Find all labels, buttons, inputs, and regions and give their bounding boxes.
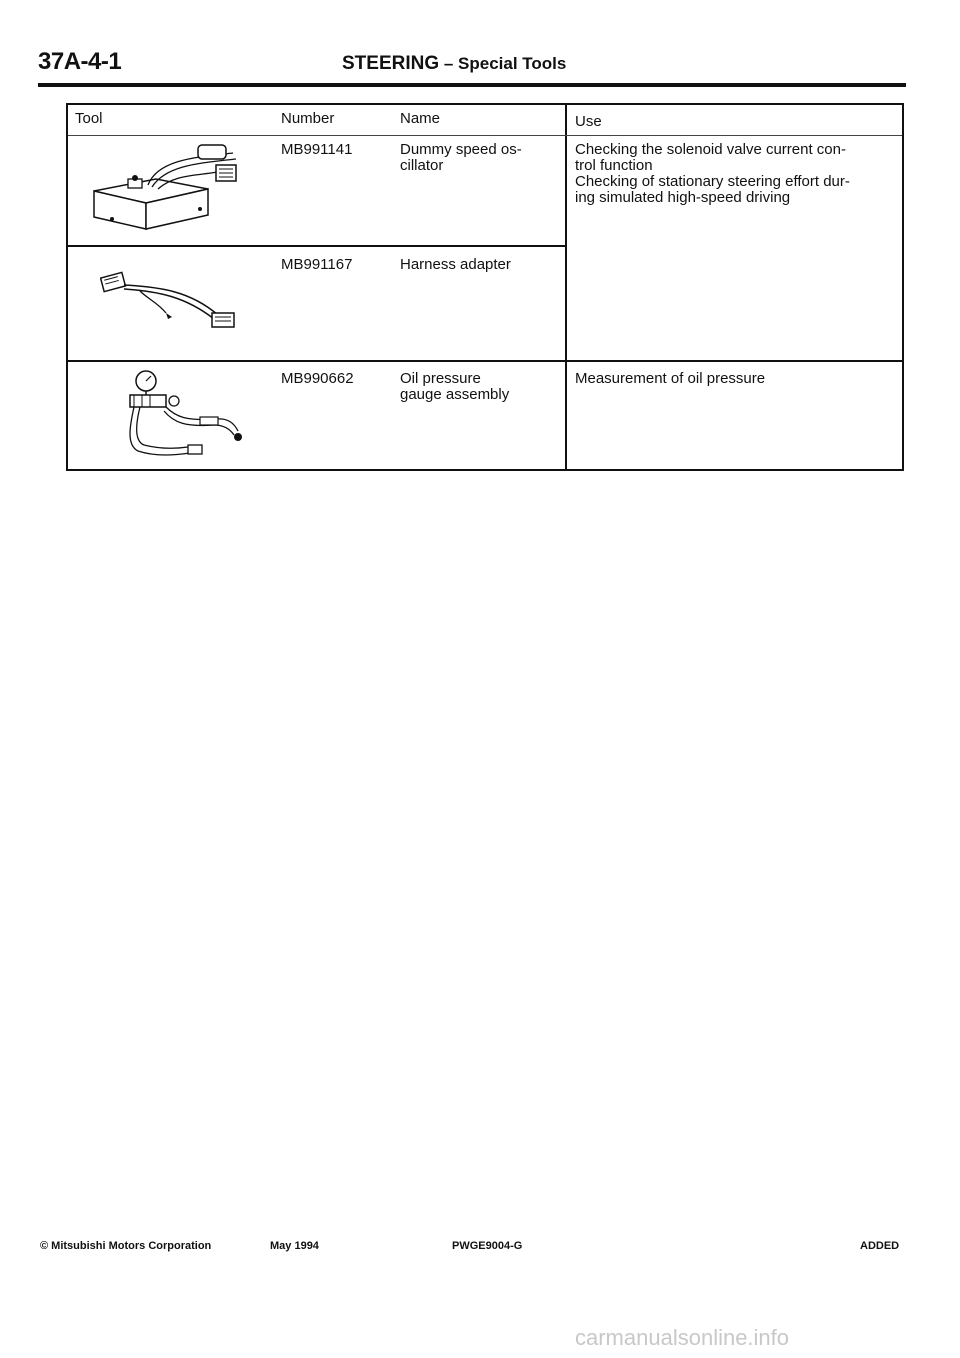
oil-pressure-gauge-illustration bbox=[116, 365, 256, 465]
dummy-speed-oscillator-illustration bbox=[88, 139, 238, 239]
column-header-number: Number bbox=[281, 110, 335, 127]
column-header-use: Use bbox=[575, 113, 602, 130]
section-title: STEERING bbox=[342, 53, 440, 74]
special-tools-table bbox=[66, 103, 904, 471]
footer-status: ADDED bbox=[860, 1240, 900, 1252]
section-subtitle: Special Tools bbox=[458, 54, 567, 73]
harness-adapter-illustration bbox=[100, 269, 240, 331]
title-separator: – bbox=[439, 54, 459, 73]
footer-document-code: PWGE9004-G bbox=[452, 1240, 523, 1252]
header-rule-row bbox=[68, 135, 902, 136]
tool-name-dummy-speed-oscillator: Dummy speed os- cillator bbox=[400, 141, 522, 174]
column-header-tool: Tool bbox=[75, 110, 103, 127]
tool-use-dummy-speed-oscillator: Checking the solenoid valve current con- trol function Checking of stationary steering effort dur- ing simulated high-speed driving bbox=[575, 141, 850, 206]
tool-use-oil-pressure-gauge: Measurement of oil pressure bbox=[575, 370, 766, 387]
column-header-name: Name bbox=[400, 110, 441, 127]
row-divider-1 bbox=[68, 245, 565, 247]
footer-date: May 1994 bbox=[270, 1240, 319, 1252]
tool-number-mb990662: MB990662 bbox=[281, 370, 354, 387]
page-title bbox=[342, 53, 566, 75]
footer-copyright: © Mitsubishi Motors Corporation bbox=[40, 1240, 212, 1252]
tool-name-oil-pressure-gauge-assembly: Oil pressure gauge assembly bbox=[400, 370, 510, 403]
tool-number-mb991167: MB991167 bbox=[281, 256, 353, 273]
row-divider-2 bbox=[68, 360, 902, 362]
page-number: 37A-4-1 bbox=[38, 48, 122, 75]
column-divider-use bbox=[565, 105, 567, 469]
tool-number-mb991141: MB991141 bbox=[281, 141, 353, 158]
watermark-text: carmanualsonline.info bbox=[575, 1325, 790, 1350]
tool-name-harness-adapter: Harness adapter bbox=[400, 256, 511, 273]
header-rule bbox=[38, 83, 906, 87]
